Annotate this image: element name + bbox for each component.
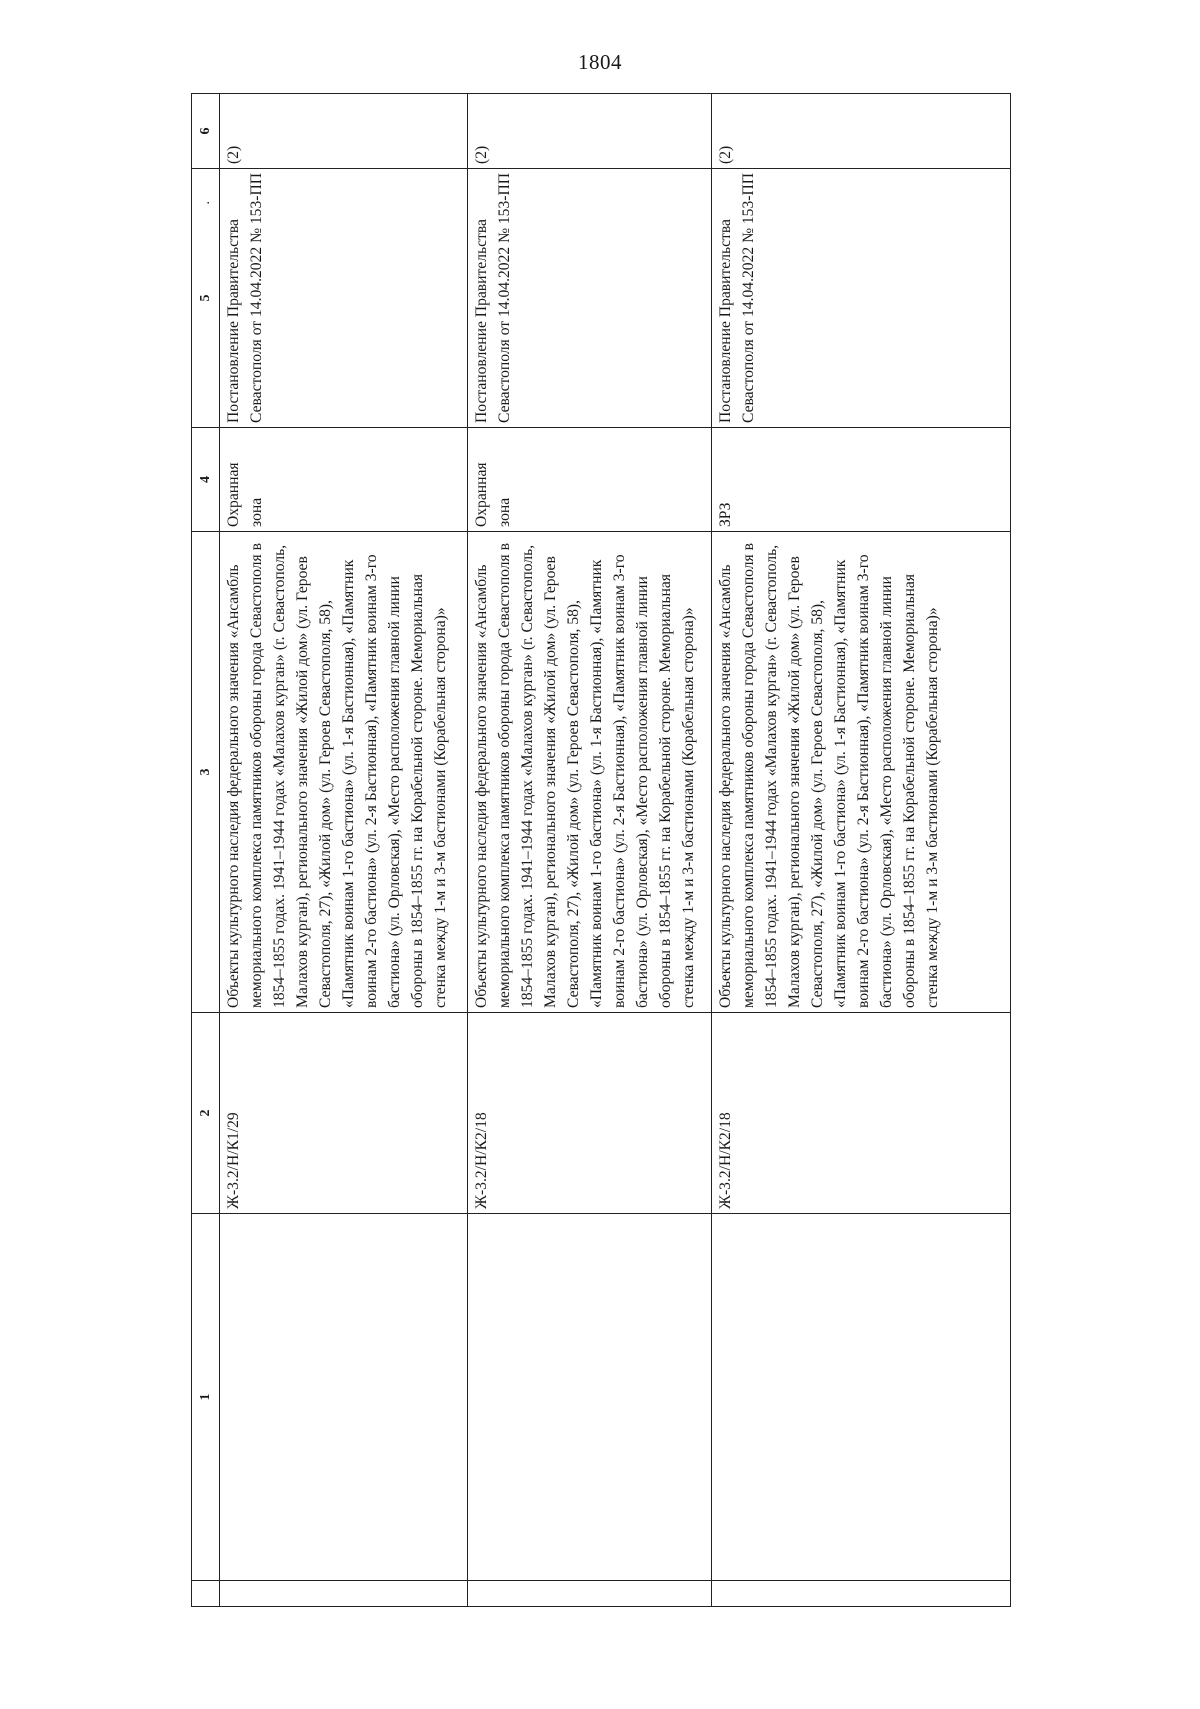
cell-note: (2) — [468, 94, 712, 169]
table-row — [220, 94, 468, 1607]
cell-code: Ж-3.2/Н/К1/29 — [220, 1013, 468, 1214]
header-dot: . — [197, 201, 213, 205]
cell-zone: Охранная зона — [468, 428, 712, 532]
cell-code: Ж-3.2/Н/К2/18 — [468, 1013, 712, 1214]
row-spacer — [220, 1581, 468, 1607]
cell-document: Постановление Правительства Севастополя от 14.04.2022 № 153-ПП — [468, 169, 712, 428]
page-number: 1804 — [578, 50, 622, 74]
cell-zone: ЗРЗ — [712, 428, 1011, 532]
cell-zone: Охранная зона — [220, 428, 468, 532]
header-cell: 4 — [192, 428, 220, 532]
header-cell: 3 — [192, 532, 220, 1013]
header-cell-spacer — [192, 1581, 220, 1607]
cell-description: Объекты культурного наследия федерального значения «Ансамбль мемориального комплекса памятников обороны города Севастополя в 1854–1855 годах. 1941–1944 годах «Малахов курган» (г. Севастополь, Малахов курган), регионального значения «Жилой дом» (ул. Героев Севастополя, 27), «Жилой дом» (ул. Героев Севастополя, 58), «Памятник воинам 1-го бастиона» (ул. 1-я Бастионная), «Памятник воинам 2-го бастиона» (ул. 2-я Бастионная), «Памятник воинам 3-го бастиона» (ул. Орловская), «Место расположения главной линии обороны в 1854–1855 гг. на Корабельной стороне. Мемориальная стенка между 1-м и 3-м бастионами (Корабельная сторона)» — [468, 532, 712, 1013]
cell-description: Объекты культурного наследия федерального значения «Ансамбль мемориального комплекса памятников обороны города Севастополя в 1854–1855 годах. 1941–1944 годах «Малахов курган» (г. Севастополь, Малахов курган), регионального значения «Жилой дом» (ул. Героев Севастополя, 27), «Жилой дом» (ул. Героев Севастополя, 58), «Памятник воинам 1-го бастиона» (ул. 1-я Бастионная), «Памятник воинам 2-го бастиона» (ул. 2-я Бастионная), «Памятник воинам 3-го бастиона» (ул. Орловская), «Место расположения главной линии обороны в 1854–1855 гг. на Корабельной стороне. Мемориальная стенка между 1-м и 3-м бастионами (Корабельная сторона)» — [712, 532, 1011, 1013]
cell-code: Ж-3.2/Н/К2/18 — [712, 1013, 1011, 1214]
zones-table — [191, 93, 1011, 1607]
cell-col1 — [712, 1214, 1011, 1581]
cell-document: Постановление Правительства Севастополя от 14.04.2022 № 153-ПП — [220, 169, 468, 428]
row-spacer — [712, 1581, 1011, 1607]
table-row — [712, 94, 1011, 1607]
table-header-row — [192, 94, 220, 1607]
cell-document: Постановление Правительства Севастополя от 14.04.2022 № 153-ПП — [712, 169, 1011, 428]
rotated-table-container — [191, 94, 1009, 1607]
cell-col1 — [220, 1214, 468, 1581]
header-cell: 2 — [192, 1013, 220, 1214]
header-cell: 1 — [192, 1214, 220, 1581]
cell-note: (2) — [220, 94, 468, 169]
cell-col1 — [468, 1214, 712, 1581]
cell-note: (2) — [712, 94, 1011, 169]
row-spacer — [468, 1581, 712, 1607]
cell-description: Объекты культурного наследия федерального значения «Ансамбль мемориального комплекса памятников обороны города Севастополя в 1854–1855 годах. 1941–1944 годах «Малахов курган» (г. Севастополь, Малахов курган), регионального значения «Жилой дом» (ул. Героев Севастополя, 27), «Жилой дом» (ул. Героев Севастополя, 58), «Памятник воинам 1-го бастиона» (ул. 1-я Бастионная), «Памятник воинам 2-го бастиона» (ул. 2-я Бастионная), «Памятник воинам 3-го бастиона» (ул. Орловская), «Место расположения главной линии обороны в 1854–1855 гг. на Корабельной стороне. Мемориальная стенка между 1-м и 3-м бастионами (Корабельная сторона)» — [220, 532, 468, 1013]
table-row — [468, 94, 712, 1607]
header-cell: 6 — [192, 94, 220, 169]
header-label: 5 — [197, 294, 213, 302]
header-cell — [192, 169, 220, 428]
